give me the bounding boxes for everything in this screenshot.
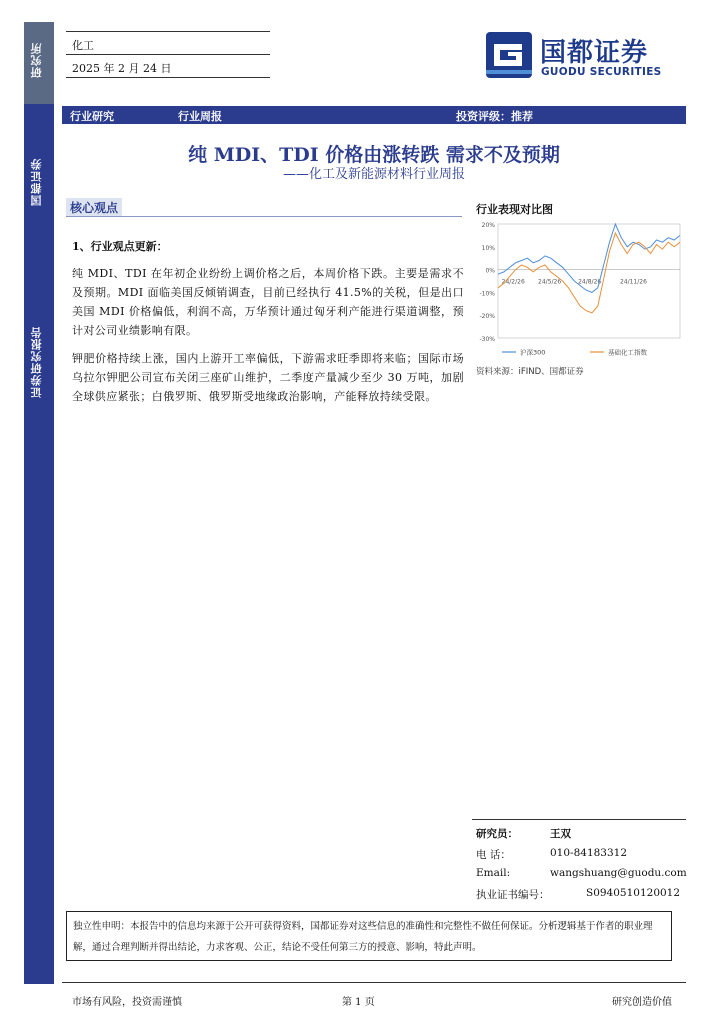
report-category-bar [62, 106, 686, 124]
x-tick-label: 24/11/26 [619, 278, 647, 286]
paragraph-potash: 钾肥价格持续上涨，国内上游开工率偏低，下游需求旺季即将来临；国际市场乌拉尔钾肥公司宣布关闭三座矿山维护，二季度产量减少至少 30 万吨，加剧全球供应紧张；白俄罗斯、俄罗斯受地缘政治影响，产能释放持续受限。 [72, 352, 464, 403]
guodu-logo-icon [486, 32, 532, 78]
sidebar-doctype-label: 证券研究报告 [30, 326, 43, 398]
sidebar-top-label: 研究所 [30, 42, 43, 78]
footer-page-number: 第 1 页 [342, 997, 375, 1008]
y-tick-label: -10% [479, 290, 495, 298]
independence-disclaimer: 独立性申明：本报告中的信息均来源于公开可获得资料，国都证券对这些信息的准确性和完整性不做任何保证。分析逻辑基于作者的职业理解，通过合理判断并得出结论，力求客观、公正，结论不受任何第三方的授意、影响，特此声明。 [66, 911, 672, 961]
footer-rule [62, 982, 686, 983]
sidebar-brand-label: 国都证券 [30, 158, 43, 206]
header-rule-mid [66, 54, 270, 55]
y-tick-label: -30% [479, 336, 495, 343]
analyst-rule [472, 819, 686, 820]
chart-title: 行业表现对比图 [476, 203, 553, 216]
analyst-phone-label: 电 话： [476, 849, 511, 861]
y-tick-label: 10% [481, 244, 495, 252]
header-date: 2025 年 2 月 24 日 [72, 62, 172, 75]
analyst-email[interactable]: wangshuang@guodu.com [550, 867, 687, 879]
header-rule-bottom [66, 77, 270, 78]
header-sector: 化工 [72, 39, 94, 52]
core-view-rule [66, 216, 462, 217]
x-tick-label: 24/2/26 [501, 278, 525, 286]
analyst-role-label: 研究员： [476, 828, 518, 840]
chart-source: 资料来源：iFIND、国都证券 [476, 367, 584, 377]
x-tick-label: 24/5/26 [538, 278, 562, 286]
sidebar-main-block [24, 104, 54, 984]
core-view-heading: 核心观点 [66, 198, 122, 217]
report-subtitle: ——化工及新能源材料行业周报 [282, 167, 465, 182]
analyst-cert-label: 执业证书编号： [476, 889, 550, 901]
y-tick-label: 20% [481, 222, 495, 229]
x-tick-label: 24/8/26 [578, 278, 602, 286]
analyst-cert-number: S0940510120012 [586, 887, 681, 899]
y-tick-label: 0% [485, 267, 495, 275]
analyst-phone: 010-84183312 [550, 847, 628, 859]
analyst-name: 王双 [550, 828, 571, 840]
legend-label: 沪深300 [520, 348, 546, 357]
y-tick-label: -20% [479, 313, 495, 321]
category-label: 行业研究 [70, 110, 114, 123]
industry-performance-chart [476, 218, 686, 360]
logo-chinese-name: 国都证券 [540, 38, 649, 68]
analyst-email-label: Email: [476, 867, 511, 879]
report-title: 纯 MDI、TDI 价格由涨转跌 需求不及预期 [188, 144, 560, 166]
paragraph-mdi-tdi: 纯 MDI、TDI 在年初企业纷纷上调价格之后，本周价格下跌。主要是需求不及预期。MDI 面临美国反倾销调查，目前已经执行 41.5%的关税，但是出口美国 MDI 价格偏低，利润不高，万华预计通过匈牙利产能进行渠道调整，预计对公司业绩影响有限。 [72, 267, 464, 337]
logo-english-name: GUODU SECURITIES [541, 66, 662, 78]
footer-slogan: 研究创造价值 [612, 997, 672, 1008]
header-rule-top [66, 31, 270, 32]
report-type-label: 行业周报 [178, 110, 222, 123]
legend-label: 基础化工指数 [608, 348, 647, 357]
footer-risk-notice: 市场有风险，投资需谨慎 [72, 997, 182, 1008]
section-1-heading: 1、行业观点更新： [72, 240, 168, 253]
rating-label: 投资评级：推荐 [456, 110, 533, 123]
